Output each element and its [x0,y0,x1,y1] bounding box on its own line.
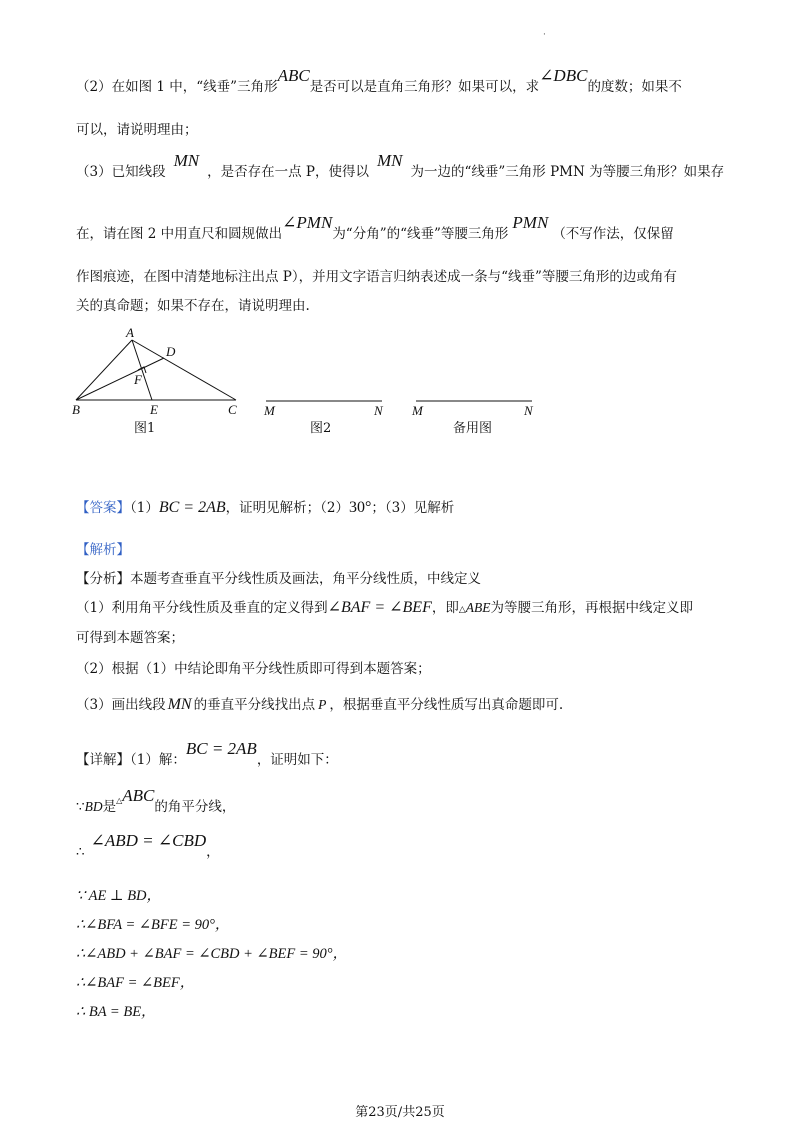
analysis-s3-text-2: 的垂直平分线找出点 [193,697,316,713]
page-speck: · [543,30,546,40]
because-symbol: ∵ [76,799,85,815]
segment-bd [76,358,164,400]
page-footer: 第23页/共25页 [355,1105,445,1120]
q2-math-abc: ABC [277,66,310,85]
detail-tag: 【详解】 [76,752,130,768]
q3-line3: 作图痕迹，在图中清楚地标注出点 P），并用文字语言归纳表述成一条与“线垂”等腰三角形的边或角有 [76,269,677,285]
segment-ab [76,340,132,400]
q3-line2 [76,213,674,243]
label-n-fig2: N [374,403,383,418]
figure-3 [411,401,534,436]
q2-line2: 可以，请说明理由； [76,122,198,138]
detail-text-2: ，证明如下： [256,752,338,768]
detail-line [76,739,338,769]
answer-tag: 【答案】 [76,500,130,516]
proof-text-shi: 是 [102,799,117,815]
q3-math-mn-1: MN [173,151,200,170]
answer-text-3: ；（3）见解析 [371,500,455,516]
label-b: B [72,402,80,417]
answer-line [76,496,454,517]
answer-text-1: （1） [130,500,159,516]
proof-line-4: ∴∠BFA = ∠BFE = 90°， [76,917,230,933]
q2-text-3: 的度数；如果不 [587,79,682,95]
caption-fig2: 图2 [310,421,332,436]
figure-2 [263,401,384,436]
q2-text-2: 是否可以是直角三角形？如果可以，求 [309,79,540,95]
analysis-s1-math-abe: ABE [465,600,491,615]
analysis-s1-text-1: （1）利用角平分线性质及垂直的定义得到 [76,600,328,616]
q3-text-2: ，是否存在一点 P，使得以 [207,164,369,180]
q3-math-pmn: PMN [512,213,549,232]
q2-text-1: （2）在如图 1 中，“线垂”三角形 [76,79,278,95]
label-d: D [166,344,176,359]
figures-svg [60,322,560,442]
analysis-s1-text-3: 为等腰三角形，再根据中线定义即 [490,600,694,616]
proof-line-6: ∴∠BAF = ∠BEF， [76,975,195,991]
analysis-step1-cont: 可得到本题答案； [76,630,184,646]
analysis-step3 [76,693,563,714]
q3-text-5: 为“分角”的“线垂”等腰三角形 [332,226,509,242]
analysis-s3-text-1: （3）画出线段 [76,697,166,713]
q3-line1 [76,151,725,181]
q3-text-1: （3）已知线段 [76,164,166,180]
q2-line1 [76,66,682,96]
q3-text-4: 在，请在图 2 中用直尺和圆规做出 [76,226,283,242]
q3-text-3: 为一边的“线垂”三角形 PMN 为等腰三角形？如果存 [410,164,725,180]
analysis-heading: 【解析】 [76,542,130,558]
label-a: A [126,325,134,340]
analysis-s1-text-2: ，即 [431,600,459,616]
proof-math-angles: ∠ABD = ∠CBD [90,831,207,850]
caption-fig1: 图1 [134,421,156,436]
q3-text-6: （不写作法，仅保留 [552,226,674,242]
analysis-s1-math-angles: ∠BAF = ∠BEF [327,599,432,616]
proof-comma: ， [206,844,220,860]
label-c: C [228,402,237,417]
answer-text-2: ，证明见解析；（2） [225,500,349,516]
proof-line-3: ∵ AE ⊥ BD， [76,888,162,904]
proof-line-7: ∴ BA = BE， [76,1004,156,1020]
proof-line-1 [76,786,236,816]
q3-line4: 关的真命题；如果不存在，请说明理由. [76,298,310,314]
analysis-text: 本题考查垂直平分线性质及画法，角平分线性质，中线定义 [130,571,481,587]
label-m-fig2: M [264,403,275,418]
label-f: F [134,372,142,387]
analysis-step2: （2）根据（1）中结论即角平分线性质即可得到本题答案； [76,661,431,677]
proof-line-5: ∴∠ABD + ∠BAF = ∠CBD + ∠BEF = 90°， [76,946,348,962]
segment-ac [132,340,236,400]
analysis-step1 [76,596,693,617]
detail-text-1: （1）解： [130,752,186,768]
figure-1 [76,340,236,400]
q3-math-angle-pmn: ∠PMN [282,213,333,232]
proof-line-2 [76,831,220,861]
triangle-symbol-2: △ [116,796,123,805]
therefore-symbol: ∴ [76,844,85,860]
proof-math-abc: ABC [122,786,155,805]
analysis-tag: 【分析】 [76,571,130,587]
label-m-spare: M [412,403,423,418]
analysis-s3-math-p: P [318,697,327,712]
answer-math-30: 30° [348,499,372,516]
answer-math-bc: BC = 2AB [158,499,226,516]
proof-math-bd: BD [84,799,103,814]
q3-math-mn-2: MN [376,151,403,170]
segment-ae [132,340,152,400]
detail-math-bc: BC = 2AB [185,739,257,758]
proof-text-bisector: 的角平分线， [154,799,236,815]
triangle-symbol: △ [458,605,466,615]
label-e: E [150,402,158,417]
label-n-spare: N [524,403,533,418]
q2-math-angle-dbc: ∠DBC [539,66,588,85]
analysis-summary [76,567,481,587]
caption-spare: 备用图 [453,421,493,436]
analysis-s3-text-3: ，根据垂直平分线性质写出真命题即可. [329,697,564,713]
analysis-s3-math-mn: MN [167,696,192,713]
